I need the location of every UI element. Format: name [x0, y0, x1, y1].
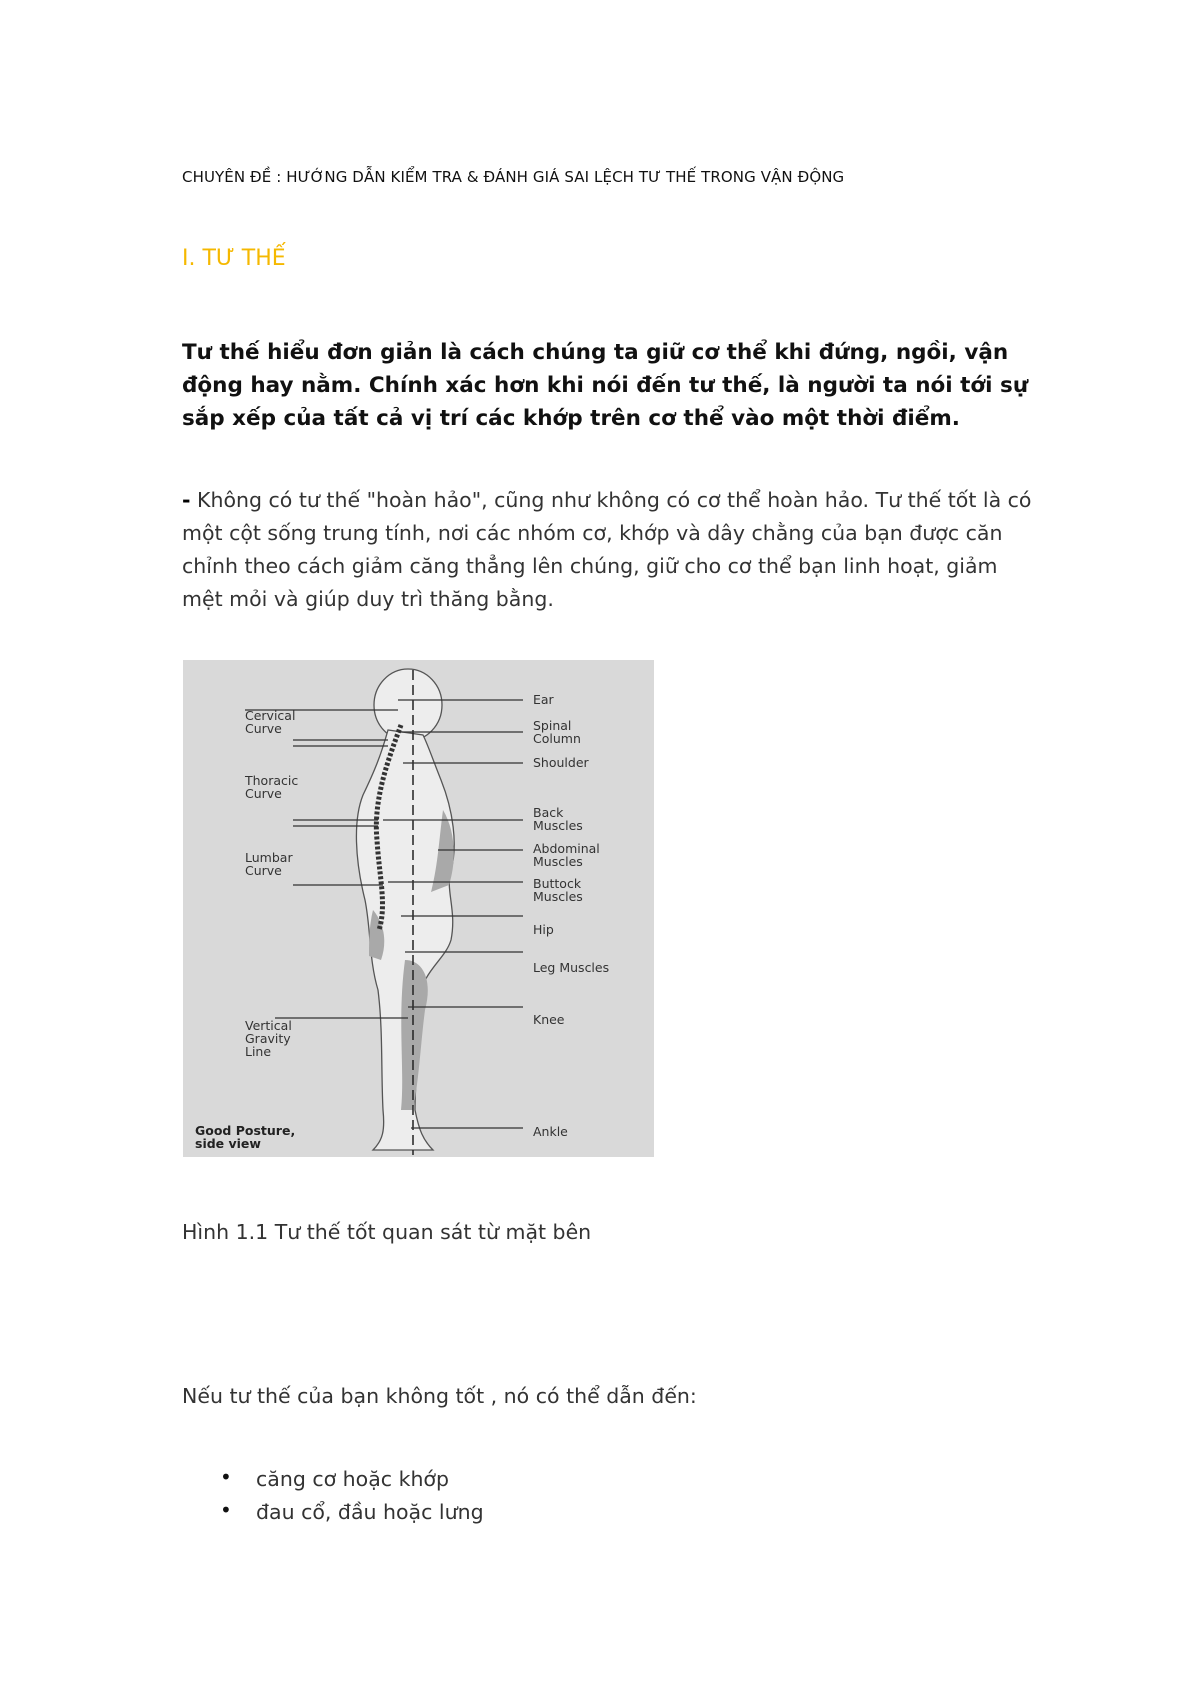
label-buttock-line1: Buttock — [533, 876, 582, 891]
label-leg-muscles: Leg Muscles — [533, 960, 610, 975]
list-item — [182, 1496, 484, 1529]
label-abdominal-line2: Muscles — [533, 854, 583, 869]
label-thoracic-line2: Curve — [245, 786, 282, 801]
label-spinal-line1: Spinal — [533, 718, 572, 733]
section-heading: I. TƯ THẾ — [182, 246, 286, 271]
list-item-text: căng cơ hoặc khớp — [256, 1467, 449, 1491]
label-lumbar-line2: Curve — [245, 863, 282, 878]
label-hip: Hip — [533, 922, 554, 937]
body-paragraph — [182, 484, 1042, 616]
label-back-line2: Muscles — [533, 818, 583, 833]
paragraph-dash: - — [182, 488, 191, 512]
figure-footer-line1: Good Posture, — [195, 1123, 296, 1138]
consequences-list — [182, 1463, 484, 1529]
bullet-icon: • — [220, 1498, 232, 1522]
label-shoulder: Shoulder — [533, 755, 589, 770]
posture-diagram — [183, 660, 654, 1157]
label-thoracic-line1: Thoracic — [245, 773, 299, 788]
document-title: CHUYÊN ĐỀ : HƯỚNG DẪN KIỂM TRA & ĐÁNH GIÁ SAI LỆCH TƯ THẾ TRONG VẬN ĐỘNG — [182, 168, 845, 186]
body-paragraph-text: Không có tư thế "hoàn hảo", cũng như không có cơ thể hoàn hảo. Tư thế tốt là có một cột sống trung tính, nơi các nhóm cơ, khớp và dây chằng của bạn được căn chỉnh theo cách giảm căng thẳng lên chúng, giữ cho cơ thể bạn linh hoạt, giảm mệt mỏi và giúp duy trì thăng bằng. — [182, 488, 1032, 611]
label-cervical-line2: Curve — [245, 721, 282, 736]
label-buttock-line2: Muscles — [533, 889, 583, 904]
list-item — [182, 1463, 484, 1496]
label-ankle: Ankle — [533, 1124, 568, 1139]
label-ear: Ear — [533, 692, 554, 707]
figure-caption: Hình 1.1 Tư thế tốt quan sát từ mặt bên — [182, 1220, 592, 1244]
list-item-text: đau cổ, đầu hoặc lưng — [256, 1500, 484, 1524]
bullet-icon: • — [220, 1465, 232, 1489]
label-back-line1: Back — [533, 805, 564, 820]
label-cervical-line1: Cervical — [245, 708, 296, 723]
consequences-lead: Nếu tư thế của bạn không tốt , nó có thể dẫn đến: — [182, 1384, 697, 1408]
label-spinal-line2: Column — [533, 731, 581, 746]
label-knee: Knee — [533, 1012, 565, 1027]
label-gravity-line2: Gravity — [245, 1031, 291, 1046]
figure-footer-line2: side view — [195, 1136, 261, 1151]
intro-paragraph: Tư thế hiểu đơn giản là cách chúng ta giữ cơ thể khi đứng, ngồi, vận động hay nằm. Chính xác hơn khi nói đến tư thế, là người ta nói tới sự sắp xếp của tất cả vị trí các khớp trên cơ thể vào một thời điểm. — [182, 340, 1029, 431]
label-lumbar-line1: Lumbar — [245, 850, 293, 865]
label-abdominal-line1: Abdominal — [533, 841, 600, 856]
label-gravity-line3: Line — [245, 1044, 272, 1059]
posture-figure — [183, 660, 654, 1157]
label-gravity-line1: Vertical — [245, 1018, 292, 1033]
